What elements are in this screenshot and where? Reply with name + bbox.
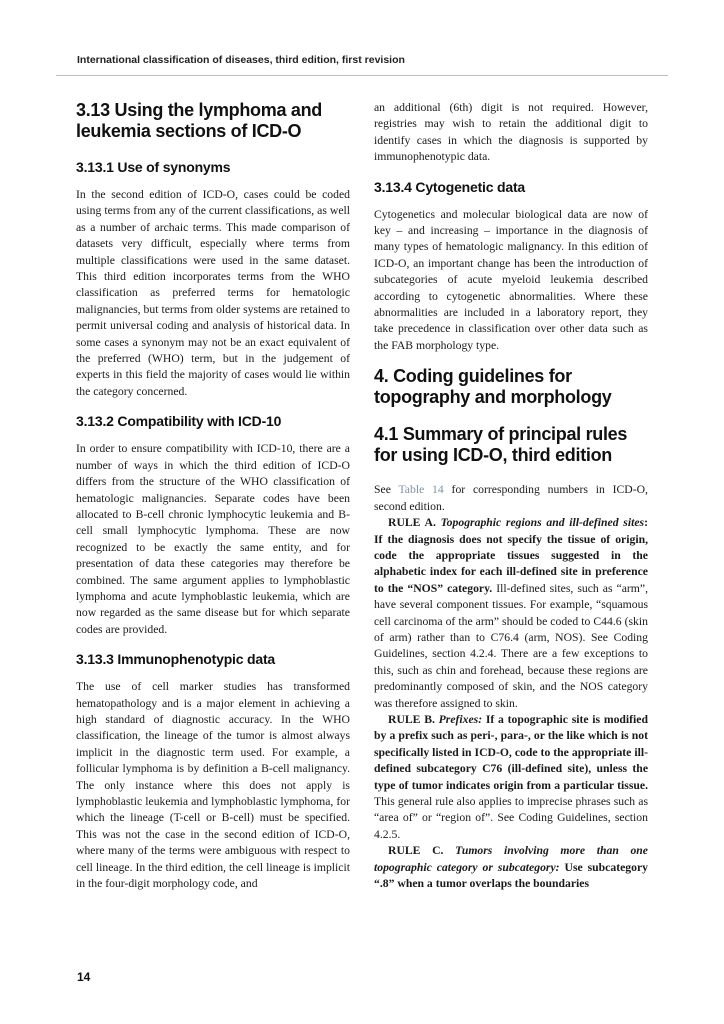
heading-3-13-3: 3.13.3 Immunophenotypic data: [76, 651, 275, 668]
table-14-link[interactable]: Table 14: [398, 483, 444, 497]
paragraph-compatibility: In order to ensure compatibility with ICD-10, there are a number of ways in which the third edition of ICD-O differs from the structure of the WHO classification of hematologic malignancies. Separate codes have been allocated to B-cell chronic lymphocytic leukemia and B-cell small lymphocytic lymphoma. These are now recognized to be exactly the same entity, and for presentation of data these categories may therefore be combined. The same argument applies to lymphoblastic lymphoma and acute lymphoblastic leukemia, which are now regarded as the same disease but for which separate codes are provided.: [76, 442, 350, 636]
heading-3-13-4: 3.13.4 Cytogenetic data: [374, 178, 526, 195]
header-divider: [56, 75, 668, 76]
heading-3-13-2: 3.13.2 Compatibility with ICD-10: [76, 413, 282, 430]
rule-b-name: RULE B.: [388, 712, 439, 726]
page-number: 14: [77, 970, 91, 984]
right-column: [374, 100, 648, 892]
rules-section: [374, 482, 648, 892]
rule-c-name: RULE C.: [388, 844, 456, 858]
rule-a: [374, 515, 648, 712]
rule-b-statement: If a topographic site is modified by a prefix such as peri-, para-, or the like which is not specifically listed in ICD-O, code to the appropriate ill-defined subcategory C76 (ill-defined site), unless the type of tumor indicates origin from a particular tissue.: [374, 712, 648, 792]
heading-4: 4. Coding guidelines for topography and morphology: [374, 366, 612, 408]
heading-3-13-1: 3.13.1 Use of synonyms: [76, 159, 231, 175]
rule-b-title: Prefixes:: [438, 712, 483, 726]
rule-a-text: Ill-defined sites, such as “arm”, have several component tissues. For example, “squamous cell carcinoma of the arm” should be coded to C44.6 (skin of arm) rather than to C76.4 (arm, NOS). See Coding Guidelines, section 4.2.4. There are a few exceptions to this, such as chin and forehead, because these regions are predominantly composed of skin, and the NOS category was therefore assigned to skin.: [374, 581, 648, 710]
heading-3-13: 3.13 Using the lymphoma and leukemia sections of ICD-O: [76, 100, 322, 141]
heading-4-1: 4.1 Summary of principal rules for using ICD-O, third edition: [374, 424, 628, 466]
paragraph-immunophenotypic: The use of cell marker studies has transformed hematopathology and is a major element in achieving a high standard of diagnostic accuracy. In the WHO classification, the lineage of the tumor is almost always implicit in the diagnostic term used. For example, a follicular lymphoma is by definition a B-cell malignancy. The only instance where this does not apply is lymphoblastic leukemia and lymphoblastic lymphoma, for which the lineage (T-cell or B-cell) must be specified. This was not the case in the second edition of ICD-O, where many of the terms were ambiguous with respect to cell lineage. In the third edition, the cell lineage is implicit in the four-digit morphology code, and: [76, 680, 350, 891]
running-header: International classification of diseases, third edition, first revision: [77, 54, 405, 66]
rule-b-text: This general rule also applies to imprecise phrases such as “area of” or “region of”. See Coding Guidelines, section 4.2.5.: [374, 795, 648, 841]
rule-a-title: Topographic regions and ill-defined sites: [440, 516, 645, 530]
rule-c-statement: Use subcategory “.8” when a tumor overlaps the boundaries: [374, 860, 648, 891]
left-column: [76, 100, 350, 904]
rule-c-title: Tumors involving more than one topographic category or subcategory:: [374, 844, 648, 874]
paragraph-cytogenetic: Cytogenetics and molecular biological data are now of key – and increasing – importance in the diagnosis of many types of hematologic malignancy. In this edition of ICD-O, an important change has been the introduction of subcategories of acute myeloid leukemia described according to cytogenetic abnormalities. Where these abnormalities are included in a laboratory report, they take precedence in classification over other data such as the FAB morphology type.: [374, 207, 648, 352]
rule-a-statement: : If the diagnosis does not specify the tissue of origin, code the appropriate tissues suggested in the alphabetic index for each ill-defined site in preference to the “NOS” category.: [374, 516, 648, 595]
paragraph-immunophenotypic-continued: an additional (6th) digit is not required. However, registries may wish to retain the additional digit to identify cases in which the diagnosis is supported by immunophenotypic data.: [374, 101, 648, 164]
rule-a-name: RULE A.: [388, 516, 441, 530]
paragraph-rules-intro: See Table 14 for corresponding numbers in ICD-O, second edition.: [374, 483, 648, 513]
rule-c: [374, 843, 648, 892]
paragraph-synonyms: In the second edition of ICD-O, cases could be coded using terms from any of the current classifications, as well as a number of archaic terms. This made comparison of datasets very difficult, especially where terms from multiple classifications were used in the same dataset. This third edition incorporates terms from the WHO classification as preferred terms for hematologic malignancies, but terms from older systems are retained to permit universal coding and analysis of historical data. In some cases a synonym may not be an exact equivalent of the preferred (WHO) term, but in the judgement of experts in this field the majority of cases would lie within the category concerned.: [76, 188, 350, 398]
rule-b: [374, 712, 648, 843]
